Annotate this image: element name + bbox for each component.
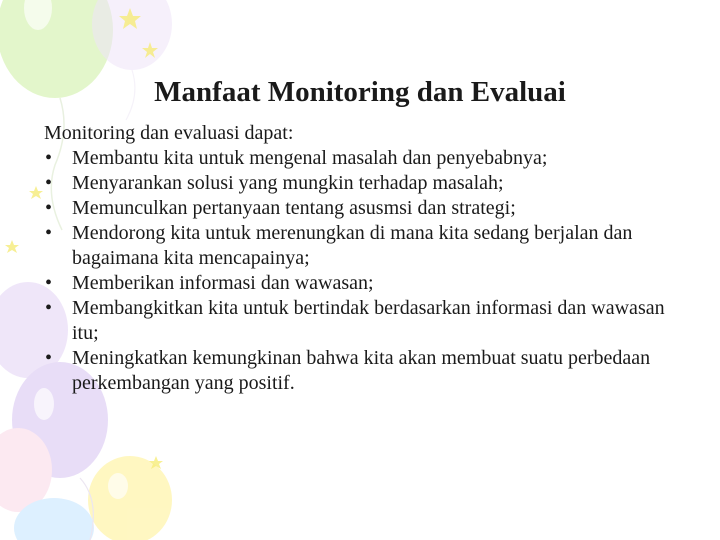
slide-title-text: Manfaat Monitoring dan Evaluai (154, 76, 566, 108)
bullet-list (44, 146, 684, 396)
list-item-text: Membantu kita untuk mengenal masalah dan penyebabnya; (72, 147, 548, 169)
star-icon (29, 186, 43, 199)
bullet-icon: • (45, 297, 53, 319)
bullet-icon: • (45, 197, 53, 219)
list-item (44, 221, 684, 271)
list-item (44, 171, 684, 196)
bullet-icon: • (45, 347, 53, 369)
bullet-icon: • (45, 172, 53, 194)
slide-body (44, 121, 684, 396)
list-item-text: Memunculkan pertanyaan tentang asusmsi dan strategi; (72, 197, 516, 219)
list-item-text: Memberikan informasi dan wawasan; (72, 272, 374, 294)
slide-title (0, 72, 720, 112)
list-item (44, 346, 684, 396)
intro-text: Monitoring dan evaluasi dapat: (44, 122, 294, 144)
list-item-text: Mendorong kita untuk merenungkan di mana kita sedang berjalan dan bagaimana kita mencapainya; (72, 222, 633, 269)
bullet-icon: • (45, 272, 53, 294)
bullet-icon: • (45, 147, 53, 169)
list-item (44, 146, 684, 171)
list-item-text: Meningkatkan kemungkinan bahwa kita akan membuat suatu perbedaan perkembangan yang positif. (72, 347, 651, 394)
list-item (44, 196, 684, 221)
list-item-text: Membangkitkan kita untuk bertindak berdasarkan informasi dan wawasan itu; (72, 297, 665, 344)
list-item (44, 296, 684, 346)
list-item (44, 271, 684, 296)
star-icon (5, 240, 19, 253)
list-item-text: Menyarankan solusi yang mungkin terhadap masalah; (72, 172, 504, 194)
bullet-icon: • (45, 222, 53, 244)
